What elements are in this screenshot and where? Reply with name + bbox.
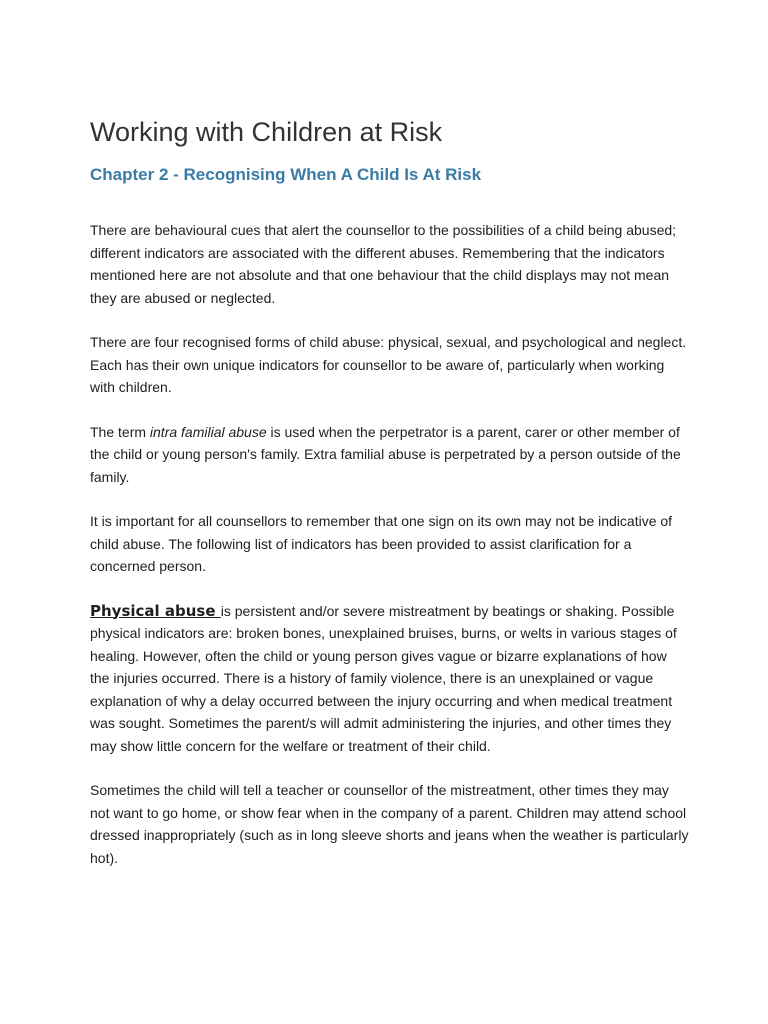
chapter-heading: Chapter 2 - Recognising When A Child Is At Risk <box>90 165 482 184</box>
paragraph-behavioural-cues: There are behavioural cues that alert the counsellor to the possibilities of a child being abused; different indicators are associated with the different abuses. Remembering that the indicators mentioned here are not absolute and that one behaviour that the child displays may not mean they are abused or neglected. <box>90 222 677 306</box>
physical-abuse-body: is persistent and/or severe mistreatment by beatings or shaking. Possible physical indicators are: broken bones, unexplained bruises, burns, or welts in various stages of healing. However, often the child or young person gives vague or bizarre explanations of how the injuries occurred. There is a history of family violence, there is an unexplained or vague explanation of why a delay occurred between the injury occurring and when medical treatment was sought. Sometimes the parent/s will admit administering the injuries, and other times they may show little concern for the welfare or treatment of their child. <box>90 602 677 754</box>
physical-abuse-heading: Physical abuse <box>90 601 221 620</box>
paragraph-intra-familial <box>90 421 690 489</box>
paragraph-physical-abuse <box>90 600 690 758</box>
paragraph-mistreatment-signs: Sometimes the child will tell a teacher or counsellor of the mistreatment, other times they may not want to go home, or show fear when in the company of a parent. Children may attend school dressed inappropriately (such as in long sleeve shorts and jeans when the weather is particularly hot). <box>90 782 689 866</box>
document-page <box>90 112 690 869</box>
paragraph-indicators-list: It is important for all counsellors to remember that one sign on its own may not be indicative of child abuse. The following list of indicators has been provided to assist clarification for a concerned person. <box>90 513 673 574</box>
paragraph-forms-of-abuse: There are four recognised forms of child abuse: physical, sexual, and psychological and neglect. Each has their own unique indicators for counsellor to be aware of, particularly when working with children. <box>90 334 687 395</box>
intra-familial-text-after: is used when the perpetrator is a parent, carer or other member of the child or young person's family. Extra familial abuse is perpetrated by a person outside of the family. <box>90 423 681 485</box>
intra-familial-term: intra familial abuse <box>149 423 267 440</box>
intra-familial-text-before: The term <box>90 423 150 440</box>
page-title: Working with Children at Risk <box>90 117 443 147</box>
